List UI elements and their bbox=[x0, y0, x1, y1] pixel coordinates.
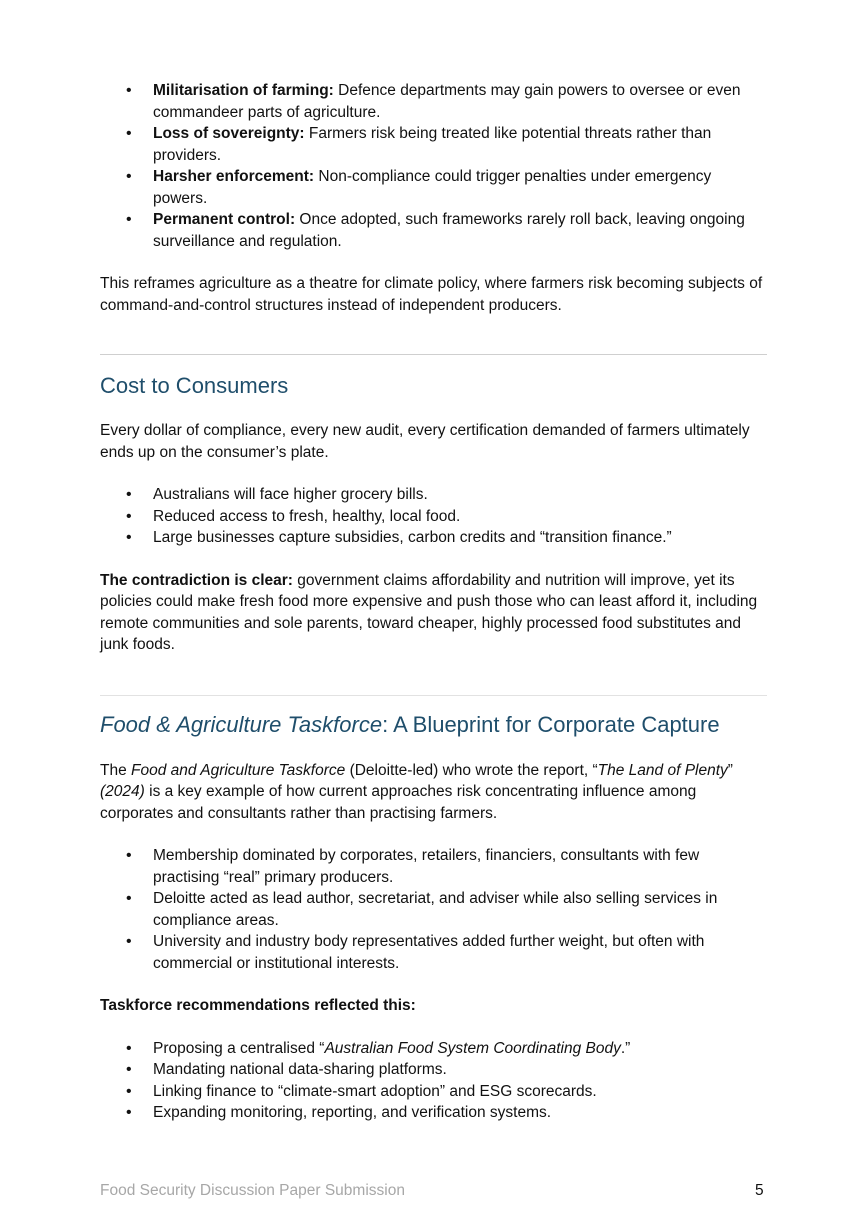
intro-text: is a key example of how current approaches risk concentrating influence among corporates and consultants rather than practising farmers. bbox=[100, 783, 697, 822]
list-item bbox=[100, 80, 767, 123]
intro-text: The bbox=[100, 761, 132, 779]
contradiction-paragraph bbox=[100, 570, 767, 656]
list-item-bold: Loss of sovereignty: bbox=[153, 125, 305, 142]
list-item-text: Defence departments may gain powers to oversee or even commandeer parts of agriculture. bbox=[153, 82, 741, 121]
list-item-bold: Harsher enforcement: bbox=[153, 168, 315, 185]
cost-intro: Every dollar of compliance, every new audit, every certification demanded of farmers ultimately ends up on the consumer’s plate. bbox=[100, 422, 750, 461]
intro-italic: The Land of Plenty bbox=[597, 761, 728, 779]
intro-text: ” bbox=[727, 761, 733, 779]
contradiction-text: government claims affordability and nutrition will improve, yet its policies could make fresh food more expensive and push those who can least afford it, including remote communities and sole parents, toward cheaper, highly processed food substitutes and junk foods. bbox=[100, 571, 758, 653]
rec-text: Proposing a centralised “ bbox=[153, 1039, 325, 1057]
recommendations-list bbox=[100, 1038, 767, 1124]
taskforce-list bbox=[100, 845, 767, 974]
list-item-text: Farmers risk being treated like potential threats rather than providers. bbox=[153, 125, 712, 164]
recommendations-heading-text: Taskforce recommendations reflected this: bbox=[100, 997, 416, 1014]
list-item: • Reduced access to fresh, healthy, local food. bbox=[100, 506, 767, 528]
list-item: • Expanding monitoring, reporting, and verification systems. bbox=[100, 1102, 767, 1124]
risks-list bbox=[100, 80, 767, 252]
list-item-text: Once adopted, such frameworks rarely roll back, leaving ongoing surveillance and regulation. bbox=[153, 211, 745, 250]
cost-list bbox=[100, 484, 767, 549]
taskforce-heading-rest: : A Blueprint for Corporate Capture bbox=[382, 711, 720, 737]
list-item bbox=[100, 166, 767, 209]
intro-italic: (2024) bbox=[100, 783, 145, 800]
reframe-paragraph: This reframes agriculture as a theatre for climate policy, where farmers risk becoming subjects of command-and-control structures instead of independent producers. bbox=[100, 275, 763, 314]
intro-text: (Deloitte-led) who wrote the report, “ bbox=[345, 761, 598, 779]
taskforce-intro bbox=[100, 760, 767, 825]
list-item bbox=[100, 209, 767, 252]
list-item bbox=[100, 1038, 767, 1060]
footer-title: Food Security Discussion Paper Submission bbox=[100, 1182, 405, 1199]
rec-text: .” bbox=[620, 1039, 631, 1057]
taskforce-heading bbox=[100, 710, 767, 740]
list-item-bold: Permanent control: bbox=[153, 211, 296, 228]
list-item: • Large businesses capture subsidies, carbon credits and “transition finance.” bbox=[100, 527, 767, 549]
list-item bbox=[100, 123, 767, 166]
taskforce-heading-italic: Food & Agriculture Taskforce bbox=[100, 711, 383, 737]
list-item: • Deloitte acted as lead author, secretariat, and adviser while also selling services in compliance areas. bbox=[100, 888, 767, 931]
list-item: • Membership dominated by corporates, retailers, financiers, consultants with few practising “real” primary producers. bbox=[100, 845, 767, 888]
list-item: • Linking finance to “climate-smart adoption” and ESG scorecards. bbox=[100, 1081, 767, 1103]
list-item: • Mandating national data-sharing platforms. bbox=[100, 1059, 767, 1081]
list-item: • University and industry body representatives added further weight, but often with commercial or institutional interests. bbox=[100, 931, 767, 974]
list-item: • Australians will face higher grocery bills. bbox=[100, 484, 767, 506]
list-item-text: Non-compliance could trigger penalties under emergency powers. bbox=[153, 168, 712, 207]
list-item-bold: Militarisation of farming: bbox=[153, 82, 334, 99]
cost-heading: Cost to Consumers bbox=[100, 373, 289, 398]
intro-italic: Food and Agriculture Taskforce bbox=[131, 761, 346, 779]
rec-italic: Australian Food System Coordinating Body bbox=[324, 1039, 621, 1057]
contradiction-bold: The contradiction is clear: bbox=[100, 571, 293, 589]
document-page bbox=[100, 80, 767, 1124]
recommendations-heading bbox=[100, 995, 767, 1017]
page-number: 5 bbox=[755, 1182, 764, 1199]
